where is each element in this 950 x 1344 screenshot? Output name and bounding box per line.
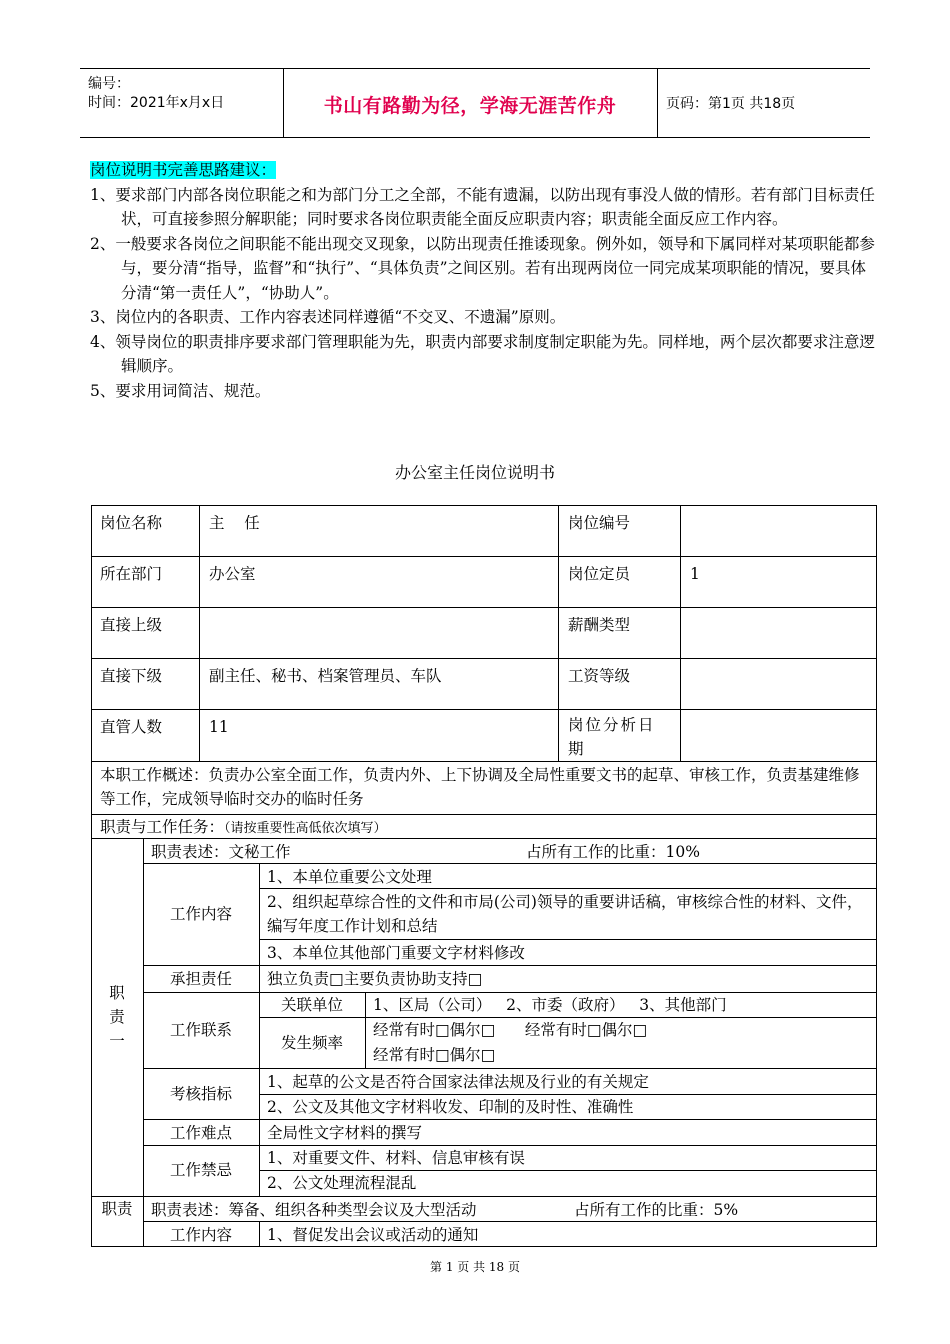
position-no-label: 岗位编号	[568, 514, 631, 532]
page-header	[80, 68, 870, 138]
salary-type-label: 薪酬类型	[568, 616, 631, 634]
duty1-responsibility: 独立负责□主要负责协助支持□	[267, 970, 483, 988]
dept-label: 所在部门	[100, 565, 163, 583]
duty1-content-item: 1、本单位重要公文处理	[267, 868, 432, 886]
duty2-ratio: 占所有工作的比重：5%	[574, 1201, 739, 1219]
duty1-desc: 职责表述：文秘工作	[151, 843, 291, 861]
wage-grade-label: 工资等级	[568, 667, 631, 685]
table-rule	[199, 505, 200, 761]
duties-header	[100, 815, 387, 841]
duty1-side-label: 职责一	[109, 984, 125, 1050]
document-title: 办公室主任岗位说明书	[394, 463, 555, 482]
table-rule	[143, 838, 144, 1247]
advice-item: 4、领导岗位的职责排序要求部门管理职能为先，职责内部要求制度制定职能为先。同样地，两个层次都要求注意逻辑顺序。	[90, 332, 875, 375]
headcount-value: 1	[690, 565, 700, 583]
page-footer: 第 1 页 共 18 页	[430, 1260, 520, 1274]
frequency-line: 经常有时□偶尔□ 经常有时□偶尔□	[373, 1021, 648, 1039]
position-name-label: 岗位名称	[100, 514, 163, 532]
managed-count-value: 11	[209, 718, 229, 736]
duty1-kpi-item: 1、起草的公文是否符合国家法律法规及行业的有关规定	[267, 1073, 649, 1091]
advice-title: 岗位说明书完善思路建议：	[90, 161, 277, 179]
header-divider	[657, 69, 658, 137]
duty1-content-label: 工作内容	[169, 905, 232, 923]
table-rule	[91, 658, 877, 659]
duty1-contact-label: 工作联系	[169, 1021, 232, 1039]
duty2-desc: 职责表述：筹备、组织各种类型会议及大型活动	[151, 1201, 477, 1219]
duty1-kpi-label: 考核指标	[169, 1085, 232, 1103]
duty1-responsibility-label: 承担责任	[169, 970, 232, 988]
table-rule	[259, 939, 877, 940]
advice-item: 1、要求部门内部各岗位职能之和为部门分工之全部，不能有遗漏，以防出现有事没人做的情形。若有部门目标责任状，可直接参照分解职能；同时要求各岗位职责能全面反应职责内容；职责能全面反应工作内容。	[90, 185, 875, 228]
table-rule	[143, 1119, 877, 1120]
duty1-taboo-item: 1、对重要文件、材料、信息审核有误	[267, 1149, 525, 1167]
table-rule	[558, 505, 559, 761]
number-label: 编号：	[88, 76, 130, 92]
advice-item: 5、要求用词简洁、规范。	[90, 381, 271, 400]
subordinate-value: 副主任、秘书、档案管理员、车队	[209, 667, 442, 685]
duty1-taboo-item: 2、公文处理流程混乱	[267, 1174, 417, 1192]
duty1-content-item: 3、本单位其他部门重要文字材料修改	[267, 944, 525, 962]
table-rule	[91, 556, 877, 557]
duty2-side-label: 职责	[101, 1200, 133, 1218]
table-rule	[259, 1221, 260, 1247]
table-rule	[365, 992, 366, 1068]
related-units: 1、区局（公司） 2、市委（政府） 3、其他部门	[373, 996, 727, 1014]
page-indicator: 页码：第1页 共18页	[666, 96, 796, 112]
related-unit-label: 关联单位	[280, 996, 343, 1014]
frequency-line: 经常有时□偶尔□	[373, 1046, 496, 1064]
advice-item: 3、岗位内的各职责、工作内容表述同样遵循“不交叉、不遗漏”原则。	[90, 308, 566, 326]
duty1-difficulty: 全局性文字材料的撰写	[267, 1124, 423, 1142]
duty1-taboo-label: 工作禁忌	[169, 1161, 232, 1179]
duty2-content-label: 工作内容	[169, 1226, 232, 1244]
table-border	[876, 505, 877, 1247]
job-description-table	[91, 505, 877, 1247]
superior-label: 直接上级	[100, 616, 163, 634]
managed-count-label: 直管人数	[100, 718, 163, 736]
time-label: 时间：2021年x月x日	[88, 95, 225, 111]
subordinate-label: 直接下级	[100, 667, 163, 685]
duty2-content-item: 1、督促发出会议或活动的通知	[267, 1226, 479, 1244]
table-rule	[143, 965, 877, 966]
headcount-label: 岗位定员	[568, 565, 631, 583]
table-border	[91, 505, 877, 506]
frequency-label: 发生频率	[280, 1034, 343, 1052]
position-name-value: 主 任	[209, 514, 260, 532]
table-rule	[91, 1196, 877, 1197]
duty1-ratio: 占所有工作的比重：10%	[526, 843, 700, 861]
table-rule	[91, 607, 877, 608]
duty1-difficulty-label: 工作难点	[169, 1124, 232, 1142]
duty1-kpi-item: 2、公文及其他文字材料收发、印制的及时性、准确性	[267, 1098, 634, 1116]
job-summary: 本职工作概述：负责办公室全面工作，负责内外、上下协调及全局性重要文书的起草、审核工作，负责基建维修等工作，完成领导临时交办的临时任务	[100, 766, 860, 808]
table-rule	[91, 761, 877, 762]
advice-section	[90, 158, 880, 403]
table-rule	[259, 863, 260, 1196]
advice-item: 2、一般要求各岗位之间职能不能出现交叉现象，以防出现责任推诿现象。例外如，领导和下属同样对某项职能都参与，要分清“指导，监督”和“执行”、“具体负责”之间区别。若有出现两岗位一同完成某项职能的情况，要具体分清“第一责任人”，“协助人”。	[90, 234, 875, 302]
duties-header-label: 职责与工作任务：	[100, 818, 225, 836]
motto: 书山有路勤为径，学海无涯苦作舟	[323, 95, 617, 117]
duty1-content-item: 2、组织起草综合性的文件和市局(公司)领导的重要讲话稿，审核综合性的材料、文件，编写年度工作计划和总结	[267, 893, 863, 935]
analysis-date-label: 岗位分析日期	[568, 716, 656, 758]
duties-hint: （请按重要性高低依次填写）	[224, 821, 387, 836]
table-rule	[91, 709, 877, 710]
table-rule	[143, 1068, 877, 1069]
table-rule	[680, 505, 681, 761]
dept-value: 办公室	[209, 565, 256, 583]
header-meta	[88, 75, 224, 113]
table-border	[91, 505, 92, 1247]
